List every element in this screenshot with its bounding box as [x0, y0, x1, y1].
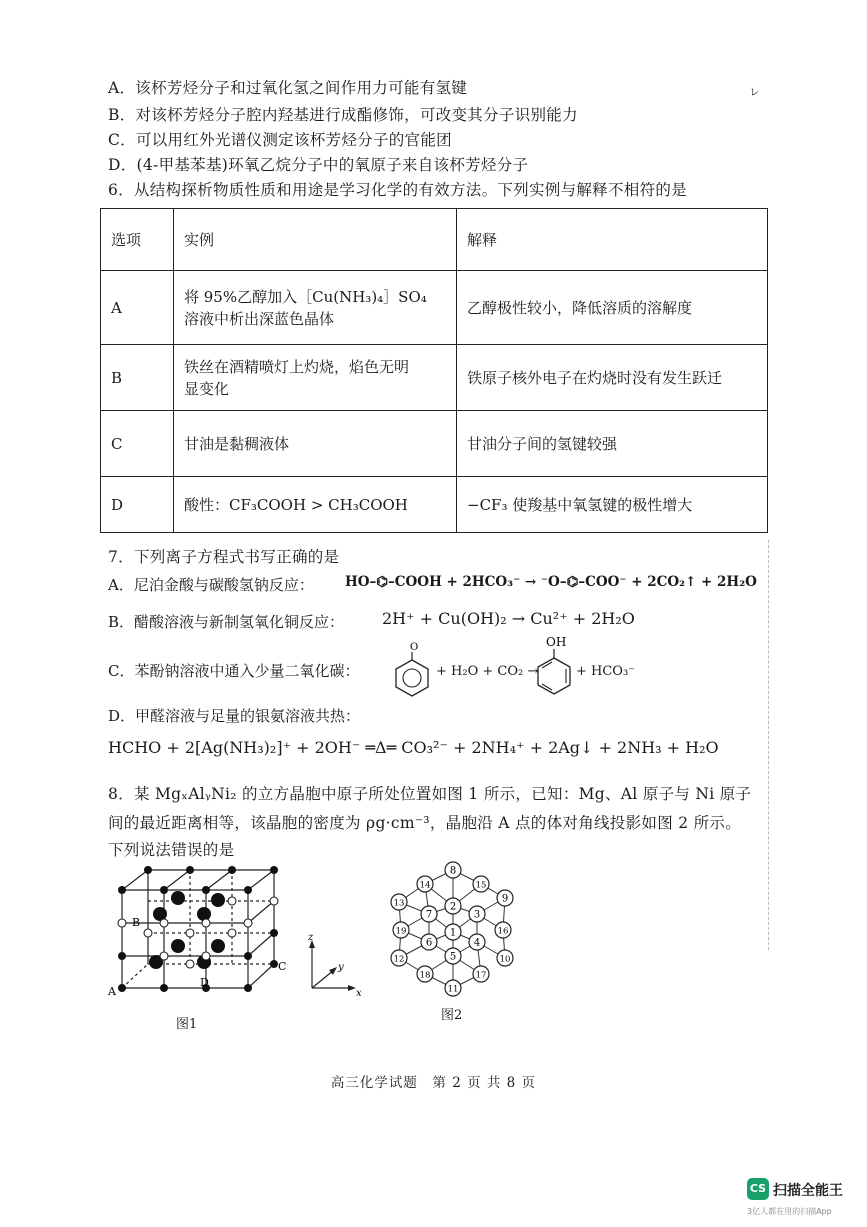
app-watermark [747, 1178, 859, 1218]
q7-option-a-label: A．尼泊金酸与碳酸氢钠反应： [108, 576, 314, 594]
q8-line-1: 8．某 MgₓAlᵧNi₂ 的立方晶胞中原子所处位置如图 1 所示，已知：Mg、Al 原子与 Ni 原子 [108, 785, 752, 803]
q7-option-c-end: + HCO₃⁻ [576, 664, 636, 679]
atom-number: 6 [425, 937, 433, 949]
q5-option-d: D．(4-甲基苯基)环氧乙烷分子中的氧原子来自该杯芳烃分子 [108, 156, 529, 174]
atom-number: 8 [449, 865, 457, 877]
atom-number: 14 [419, 880, 431, 891]
row-option: A [101, 271, 174, 345]
example-line: 铁丝在酒精喷灯上灼烧，焰色无明 [184, 357, 410, 376]
q7-option-d-equation: HCHO + 2[Ag(NH₃)₂]⁺ + 2OH⁻ ═Δ═ CO₃²⁻ + 2NH₄⁺ + 2Ag↓ + 2NH₃ + H₂O [108, 738, 719, 757]
axis-z: z [308, 932, 314, 943]
row-example: 甘油是黏稠液体 [174, 411, 457, 477]
app-name: 扫描全能王 [773, 1183, 843, 1199]
label-a: A [108, 985, 116, 998]
phenol-ring [530, 634, 576, 700]
row-explanation: 铁原子核外电子在灼烧时没有发生跃迁 [457, 345, 768, 411]
example-line: 溶液中析出深蓝色晶体 [184, 309, 335, 328]
q7-option-a-equation: HO–⌬–COOH + 2HCO₃⁻ → ⁻O–⌬–COO⁻ + 2CO₂↑ + 2H₂O [345, 574, 757, 590]
row-option: B [101, 345, 174, 411]
figure-2-caption: 图2 [441, 1008, 463, 1023]
axis-x: x [356, 988, 362, 999]
corner-mark: ㇾ [748, 84, 762, 99]
q8-line-3: 下列说法错误的是 [108, 841, 235, 859]
row-explanation: 甘油分子间的氢键较强 [457, 411, 768, 477]
table-row [101, 345, 768, 411]
row-option: C [101, 411, 174, 477]
table-row [101, 411, 768, 477]
example-line: 显变化 [184, 379, 230, 398]
atom-number: 3 [473, 909, 481, 921]
q6-stem: 6．从结构探析物质性质和用途是学习化学的有效方法。下列实例与解释不相符的是 [108, 181, 687, 199]
atom-number: 11 [447, 984, 459, 995]
row-example: 酸性：CF₃COOH > CH₃COOH [174, 477, 457, 533]
atom-number: 2 [449, 901, 457, 913]
atom-number: 16 [497, 926, 509, 937]
page-footer: 高三化学试题 第 2 页 共 8 页 [330, 1075, 537, 1091]
figure-2-projection [385, 860, 525, 1000]
table-row [101, 477, 768, 533]
header-explanation: 解释 [457, 209, 768, 271]
label-c: C [278, 960, 287, 973]
q8-line-2: 间的最近距离相等，该晶胞的密度为 ρg·cm⁻³，晶胞沿 A 点的体对角线投影如图 2 所示。 [108, 814, 742, 832]
atom-number: 17 [475, 970, 487, 981]
atom-number: 13 [393, 898, 405, 909]
atom-number: 9 [501, 893, 509, 905]
row-explanation: −CF₃ 使羧基中氧氢键的极性增大 [457, 477, 768, 533]
row-explanation: 乙醇极性较小，降低溶质的溶解度 [457, 271, 768, 345]
atom-number: 4 [473, 937, 481, 949]
q7-option-d-label: D．甲醛溶液与足量的银氨溶液共热： [108, 707, 361, 725]
table-header-row [101, 209, 768, 271]
row-example [174, 271, 457, 345]
header-option: 选项 [101, 209, 174, 271]
q7-option-c-label: C．苯酚钠溶液中通入少量二氧化碳： [108, 662, 360, 680]
header-example: 实例 [174, 209, 457, 271]
q7-option-b-label: B．醋酸溶液与新制氢氧化铜反应： [108, 613, 345, 631]
atom-number: 18 [419, 970, 431, 981]
axis-y: y [338, 962, 344, 973]
phenoxide-ring [390, 640, 434, 700]
q7-option-b-equation: 2H⁺ + Cu(OH)₂ → Cu²⁺ + 2H₂O [382, 609, 635, 628]
atom-number: 5 [449, 951, 457, 963]
row-option: D [101, 477, 174, 533]
atom-number: 15 [475, 880, 487, 891]
q5-option-b: B．对该杯芳烃分子腔内羟基进行成酯修饰，可改变其分子识别能力 [108, 106, 578, 124]
axes-icon [300, 930, 370, 1000]
q5-option-a: A．该杯芳烃分子和过氧化氢之间作用力可能有氢键 [108, 79, 468, 97]
figure-1-caption: 图1 [176, 1017, 198, 1032]
svg-text:OH: OH [546, 635, 567, 649]
label-d: D [200, 976, 209, 989]
row-example [174, 345, 457, 411]
atom-number: 1 [449, 927, 457, 939]
atom-number: 7 [425, 909, 433, 921]
example-line: 将 95%乙醇加入［Cu(NH₃)₄］SO₄ [184, 287, 427, 306]
q5-option-c: C．可以用红外光谱仪测定该杯芳烃分子的官能团 [108, 131, 452, 149]
atom-number: 12 [393, 954, 405, 965]
figure-1-cell [100, 858, 300, 1008]
q6-table [100, 208, 768, 533]
atom-number: 10 [499, 954, 511, 965]
label-b: B [132, 916, 141, 929]
atom-number: 19 [395, 926, 407, 937]
q7-option-c-middle: + H₂O + CO₂ → [436, 664, 539, 679]
svg-text:O: O [410, 642, 419, 653]
q7-stem: 7．下列离子方程式书写正确的是 [108, 548, 340, 566]
table-row [101, 271, 768, 345]
app-tagline: 3亿人都在用的扫描App [747, 1207, 832, 1216]
app-logo-icon: CS [747, 1178, 769, 1200]
